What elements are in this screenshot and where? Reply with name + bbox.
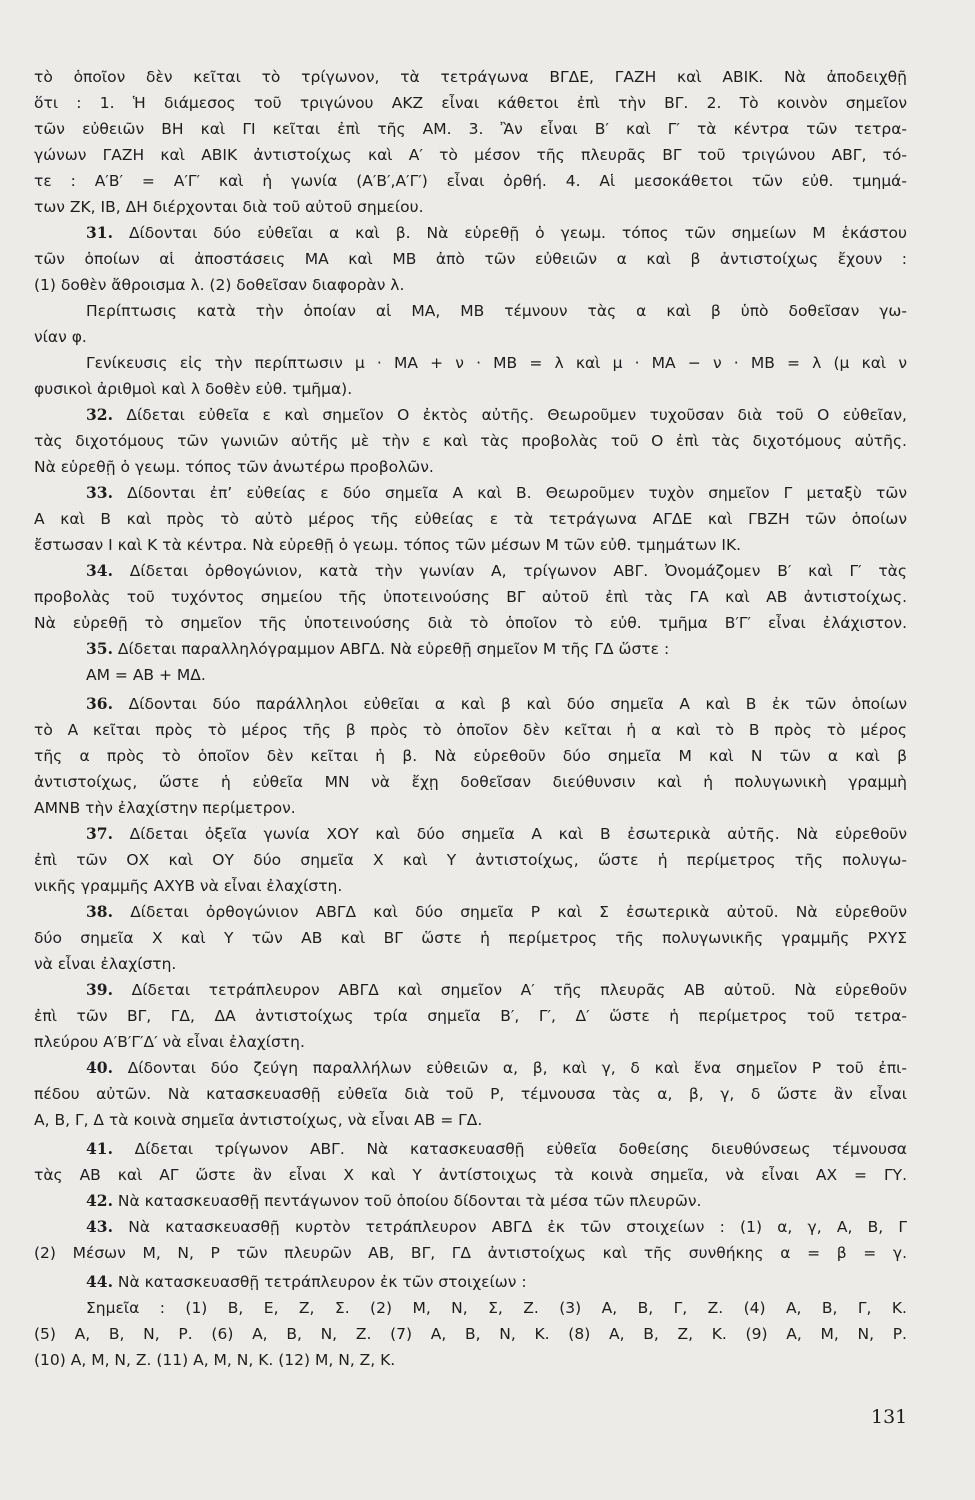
text-line [34, 532, 907, 558]
line-text: νίαν φ. [34, 328, 87, 346]
line-text: Δίδονται ἐπ’ εὐθείας ε δύο σημεῖα Α καὶ Β. Θεωροῦμεν τυχὸν σημεῖον Γ μεταξὺ τῶν [127, 484, 907, 502]
exercise-first-line [34, 636, 907, 662]
text-line [34, 428, 907, 454]
line-text: Δίδεται ὀρθογώνιον, κατὰ τὴν γωνίαν Α, τρίγωνον ΑΒΓ. Ὀνομάζομεν Β′ καὶ Γ′ τὰς [129, 562, 907, 580]
line-text: (5) Α, Β, Ν, Ρ. (6) Α, Β, Ν, Ζ. (7) Α, Β, Ν, Κ. (8) Α, Β, Ζ, Κ. (9) Α, Μ, Ν, Ρ. [34, 1325, 907, 1343]
line-text: προβολὰς τοῦ τυχόντος σημείου τῆς ὑποτεινούσης ΒΓ αὐτοῦ ἐπὶ τὰς ΓΑ καὶ ΑΒ ἀντιστοίχως. [34, 588, 907, 606]
line-text: ὅτι : 1. Ἡ διάμεσος τοῦ τριγώνου ΑΚΖ εἶναι κάθετοι ἐπὶ τὴν ΒΓ. 2. Τὸ κοινὸν σημεῖον [34, 94, 907, 112]
exercise-first-line [34, 480, 907, 506]
line-text: πλεύρου Α′Β′Γ′Δ′ νὰ εἶναι ἐλαχίστη. [34, 1033, 305, 1051]
line-text: ἐπὶ τῶν ΟΧ καὶ ΟΥ δύο σημεῖα Χ καὶ Υ ἀντιστοίχως, ὥστε ἡ περίμετρος τῆς πολυγω- [34, 851, 907, 869]
line-text: Δίδεται τρίγωνον ΑΒΓ. Νὰ κατασκευασθῇ εὐθεῖα δοθείσης διευθύνσεως τέμνουσα [134, 1140, 907, 1158]
text-line [34, 454, 907, 480]
text-line [34, 1162, 907, 1188]
line-text: Δίδονται δύο εὐθεῖαι α καὶ β. Νὰ εὑρεθῇ ὁ γεωμ. τόπος τῶν σημείων Μ ἑκάστου [128, 224, 907, 242]
line-text: (10) Α, Μ, Ν, Ζ. (11) Α, Μ, Ν, Κ. (12) Μ, Ν, Ζ, Κ. [34, 1351, 396, 1369]
exercise-first-line [34, 558, 907, 584]
line-text: ἔστωσαν Ι καὶ Κ τὰ κέντρα. Νὰ εὑρεθῇ ὁ γεωμ. τόπος τῶν μέσων Μ τῶν εὐθ. τμημάτων ΙΚ. [34, 536, 742, 554]
text-line [34, 610, 907, 636]
line-text: Σημεῖα : (1) Β, Ε, Ζ, Σ. (2) Μ, Ν, Σ, Ζ. (3) Α, Β, Γ, Ζ. (4) Α, Β, Γ, Κ. [86, 1299, 907, 1317]
line-text: Δίδεται ὀρθογώνιον ΑΒΓΔ καὶ δύο σημεῖα Ρ καὶ Σ ἐσωτερικὰ αὐτοῦ. Νὰ εὑρεθοῦν [130, 903, 907, 921]
line-text: Γενίκευσις εἰς τὴν περίπτωσιν μ · ΜΑ + ν · ΜΒ = λ καὶ μ · ΜΑ − ν · ΜΒ = λ (μ καὶ ν [86, 354, 907, 372]
line-text: τῆς α πρὸς τὸ ὁποῖον δὲν κεῖται ἡ β. Νὰ εὑρεθοῦν δύο σημεῖα Μ καὶ Ν τῶν α καὶ β [34, 747, 907, 765]
line-text: (1) δοθὲν ἄθροισμα λ. (2) δοθεῖσαν διαφορὰν λ. [34, 276, 405, 294]
exercise-first-line [34, 821, 907, 847]
line-text: των ΖΚ, ΙΒ, ΔΗ διέρχονται διὰ τοῦ αὐτοῦ σημείου. [34, 198, 424, 216]
text-line [34, 376, 907, 402]
text-line [34, 194, 907, 220]
exercise-first-line [34, 220, 907, 246]
exercise-first-line [34, 1214, 907, 1240]
exercise-first-line [34, 1188, 907, 1214]
text-line [34, 1240, 907, 1266]
line-text: δύο σημεῖα Χ καὶ Υ τῶν ΑΒ καὶ ΒΓ ὥστε ἡ περίμετρος τῆς πολυγωνικῆς γραμμῆς ΡΧΥΣ [34, 929, 907, 947]
text-line [34, 142, 907, 168]
text-line [34, 298, 907, 324]
text-line [34, 925, 907, 951]
exercise-first-line [34, 1269, 907, 1295]
text-line [34, 1347, 907, 1373]
line-text: νικῆς γραμμῆς ΑΧΥΒ νὰ εἶναι ἐλαχίστη. [34, 877, 343, 895]
line-text: Δίδονται δύο παράλληλοι εὐθεῖαι α καὶ β καὶ δύο σημεῖα Α καὶ Β ἐκ τῶν ὁποίων [128, 695, 907, 713]
line-text: τῶν ὁποίων αἱ ἀποστάσεις ΜΑ καὶ ΜΒ ἀπὸ τῶν εὐθειῶν α καὶ β ἀντιστοίχως ἔχουν : [34, 250, 907, 268]
line-text: ΑΜ = ΑΒ + ΜΔ. [86, 666, 206, 684]
text-line [34, 584, 907, 610]
exercise-number: 38. [86, 902, 113, 921]
text-line [34, 1081, 907, 1107]
exercise-first-line [34, 977, 907, 1003]
line-text: (2) Μέσων Μ, Ν, Ρ τῶν πλευρῶν ΑΒ, ΒΓ, ΓΔ ἀντιστοίχως καὶ τῆς συνθήκης α = β = γ. [34, 1244, 907, 1262]
line-text: τὸ Α κεῖται πρὸς τὸ μέρος τῆς β πρὸς τὸ ὁποῖον δὲν κεῖται ἡ α καὶ τὸ Β πρὸς τὸ μέρος [34, 721, 907, 739]
text-line [34, 116, 907, 142]
line-text: Περίπτωσις κατὰ τὴν ὁποίαν αἱ ΜΑ, ΜΒ τέμνουν τὰς α καὶ β ὑπὸ δοθεῖσαν γω- [86, 302, 907, 320]
exercise-first-line [34, 1055, 907, 1081]
line-text: Νὰ εὑρεθῇ τὸ σημεῖον τῆς ὑποτεινούσης διὰ τὸ ὁποῖον τὸ εὐθ. τμῆμα Β′Γ′ εἶναι ἐλάχιστον. [34, 614, 907, 632]
line-text: τὰς διχοτόμους τῶν γωνιῶν αὐτῆς μὲ τὴν ε καὶ τὰς προβολὰς τοῦ Ο ἐπὶ τὰς διχοτόμους αὐτῆς. [34, 432, 907, 450]
text-line [34, 951, 907, 977]
text-line [34, 847, 907, 873]
line-text: Νὰ κατασκευασθῇ τετράπλευρον ἐκ τῶν στοιχείων : [117, 1273, 527, 1291]
exercise-number: 37. [86, 824, 113, 843]
text-line [34, 168, 907, 194]
exercise-number: 34. [86, 561, 113, 580]
text-line [34, 795, 907, 821]
line-text: Α καὶ Β καὶ πρὸς τὸ αὐτὸ μέρος τῆς εὐθείας ε τὰ τετράγωνα ΑΓΔΕ καὶ ΓΒΖΗ τῶν ὁποίων [34, 510, 907, 528]
line-text: Δίδονται δύο ζεύγη παραλλήλων εὐθειῶν α, β, καὶ γ, δ καὶ ἕνα σημεῖον Ρ τοῦ ἐπι- [127, 1059, 907, 1077]
text-line [34, 1003, 907, 1029]
exercise-number: 44. [86, 1272, 113, 1291]
line-text: Δίδεται ὀξεῖα γωνία ΧΟΥ καὶ δύο σημεῖα Α καὶ Β ἐσωτερικὰ αὐτῆς. Νὰ εὑρεθοῦν [129, 825, 907, 843]
text-line [34, 350, 907, 376]
line-text: τῶν εὐθειῶν ΒΗ καὶ ΓΙ κεῖται ἐπὶ τῆς ΑΜ. 3. Ἂν εἶναι Β′ καὶ Γ′ τὰ κέντρα τῶν τετρα- [34, 120, 907, 138]
text-line [34, 1029, 907, 1055]
exercise-first-line [34, 899, 907, 925]
text-line [34, 272, 907, 298]
exercise-number: 31. [86, 223, 113, 242]
text-line [34, 90, 907, 116]
line-text: Νὰ κατασκευασθῇ πεντάγωνον τοῦ ὁποίου δίδονται τὰ μέσα τῶν πλευρῶν. [117, 1192, 702, 1210]
page-number: 131 [871, 1406, 908, 1428]
exercise-first-line [34, 691, 907, 717]
exercise-number: 32. [86, 405, 113, 424]
page-text [34, 64, 907, 1373]
text-line [34, 1295, 907, 1321]
text-line [34, 506, 907, 532]
text-line [34, 769, 907, 795]
line-text: Νὰ κατασκευασθῇ κυρτὸν τετράπλευρον ΑΒΓΔ ἐκ τῶν στοιχείων : (1) α, γ, Α, Β, Γ [128, 1218, 907, 1236]
text-line [34, 324, 907, 350]
text-line [34, 743, 907, 769]
line-text: πέδου αὐτῶν. Νὰ κατασκευασθῇ εὐθεῖα διὰ τοῦ Ρ, τέμνουσα τὰς α, β, γ, δ ὥστε ἂν εἶναι [34, 1085, 907, 1103]
line-text: τε : Α′Β′ = Α′Γ′ καὶ ἡ γωνία (Α′Β′,Α′Γ′) εἶναι ὀρθή. 4. Αἱ μεσοκάθετοι τῶν εὐθ. τμημά- [34, 172, 907, 190]
exercise-number: 33. [86, 483, 113, 502]
text-line [34, 1321, 907, 1347]
line-text: Α, Β, Γ, Δ τὰ κοινὰ σημεῖα ἀντιστοίχως, νὰ εἶναι ΑΒ = ΓΔ. [34, 1111, 483, 1129]
line-text: νὰ εἶναι ἐλαχίστη. [34, 955, 177, 973]
line-text: γώνων ΓΑΖΗ καὶ ΑΒΙΚ ἀντιστοίχως καὶ Α′ τὸ μέσον τῆς πλευρᾶς ΒΓ τοῦ τριγώνου ΑΒΓ, τό- [34, 146, 907, 164]
exercise-first-line [34, 402, 907, 428]
text-line [34, 873, 907, 899]
exercise-number: 42. [86, 1191, 113, 1210]
line-text: ἀντιστοίχως, ὥστε ἡ εὐθεῖα ΜΝ νὰ ἔχῃ δοθεῖσαν διεύθυνσιν καὶ ἡ πολυγωνικὴ γραμμὴ [34, 773, 907, 791]
line-text: ΑΜΝΒ τὴν ἐλαχίστην περίμετρον. [34, 799, 296, 817]
line-text: Δίδεται εὐθεῖα ε καὶ σημεῖον Ο ἐκτὸς αὐτῆς. Θεωροῦμεν τυχοῦσαν διὰ τοῦ Ο εὐθεῖαν, [126, 406, 907, 424]
text-line [34, 246, 907, 272]
exercise-number: 35. [86, 639, 113, 658]
line-text: φυσικοὶ ἀριθμοὶ καὶ λ δοθὲν εὐθ. τμῆμα). [34, 380, 353, 398]
line-text: ἐπὶ τῶν ΒΓ, ΓΔ, ΔΑ ἀντιστοίχως τρία σημεῖα Β′, Γ′, Δ′ ὥστε ἡ περίμετρος τοῦ τετρα- [34, 1007, 907, 1025]
text-line [34, 64, 907, 90]
line-text: τὰς ΑΒ καὶ ΑΓ ὥστε ἂν εἶναι Χ καὶ Υ ἀντίστοιχως τὰ κοινὰ σημεῖα, νὰ εἶναι ΑΧ = ΓΥ. [34, 1166, 907, 1184]
line-text: Νὰ εὑρεθῇ ὁ γεωμ. τόπος τῶν ἀνωτέρω προβολῶν. [34, 458, 434, 476]
text-line [34, 1107, 907, 1133]
text-line [34, 717, 907, 743]
exercise-number: 41. [86, 1139, 113, 1158]
line-text: Δίδεται παραλληλόγραμμον ΑΒΓΔ. Νὰ εὑρεθῇ σημεῖον Μ τῆς ΓΔ ὥστε : [117, 640, 670, 658]
exercise-first-line [34, 1136, 907, 1162]
line-text: Δίδεται τετράπλευρον ΑΒΓΔ καὶ σημεῖον Α′ τῆς πλευρᾶς ΑΒ αὐτοῦ. Νὰ εὑρεθοῦν [131, 981, 907, 999]
text-line [34, 662, 907, 688]
exercise-number: 40. [86, 1058, 113, 1077]
exercise-number: 36. [86, 694, 113, 713]
line-text: τὸ ὁποῖον δὲν κεῖται τὸ τρίγωνον, τὰ τετράγωνα ΒΓΔΕ, ΓΑΖΗ καὶ ΑΒΙΚ. Νὰ ἀποδειχθῇ [34, 68, 907, 86]
exercise-number: 43. [86, 1217, 113, 1236]
exercise-number: 39. [86, 980, 113, 999]
